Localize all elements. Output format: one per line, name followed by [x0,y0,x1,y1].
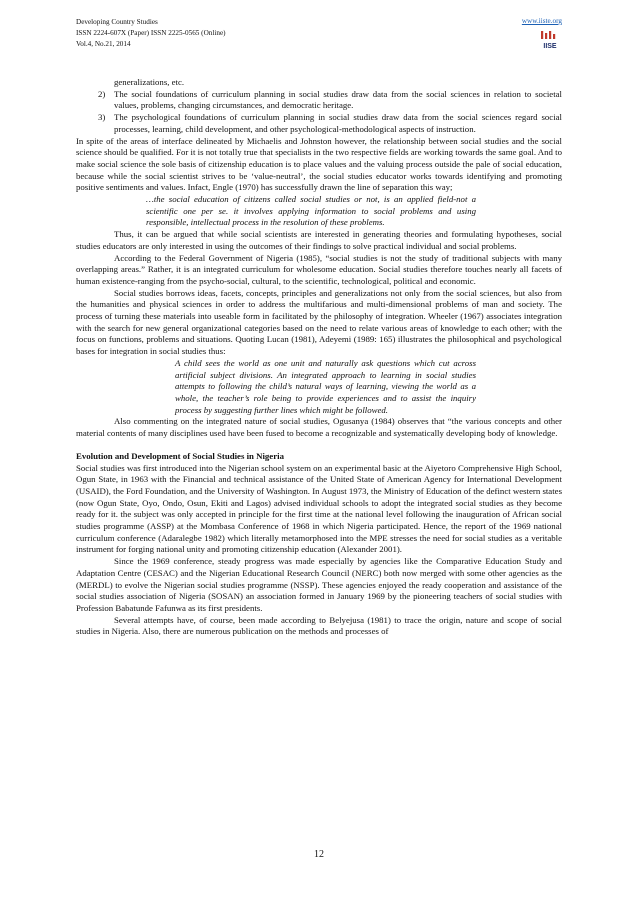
list-item-3 [76,112,562,135]
page-header [76,17,562,77]
paragraph: Since the 1969 conference, steady progress was made especially by agencies like the Comparative Education Study and Adaptation Centre (CESAC) and the Nigerian Educational Research Council (NERC) both now merged with some other agencies as the (MERDL) to evolve the Nigerian social studies programme (NSSP). These agencies enjoyed the ready cooperation and assistance of the social studies association of Nigeria (SOSAN) an association formed in January 1969 by the pioneering teachers of social studies with Profession Babatunde Fafunwa as its first presidents. [76,556,562,613]
paragraph: Several attempts have, of course, been made according to Belyejusa (1981) to trace the origin, nature and scope of social studies in Nigeria. Also, there are numerous publication on the methods and processes of [76,614,562,637]
paragraph: Social studies was first introduced into the Nigerian school system on an experimental basic at the Aiyetoro Comprehensive High School, Ogun State, in 1963 with the Financial and technical assistance of the United State of American Agency for International Development (USAID), the Ford Foundation, and the University of Washington. In August 1973, the Ministry of Education of the definct western states (now Ogun State, Oyo, Ondo, Osun, Ekiti and Lagos) advised individual schools to adopt the integrated social studies as they become ready for it. the subject was only accepted in principle for the first time at the national level following the inauguration of African social studies programme (ASSP) at the Mombasa Conference of 1968 in which Nigeria participated. Hence, the report of the 1969 national curriculum conference (Adaralegbe 1982) which literally metamorphosed into the MPE stresses the need for social studies as a veritable instrument for forging national unity and promoting citizenship education (Alexander 2001). [76,462,562,555]
section-heading: Evolution and Development of Social Studies in Nigeria [76,450,284,461]
paragraph: Social studies borrows ideas, facets, concepts, principles and generalizations not only from the social sciences, but also from the humanities and physical sciences in order to address the multifarious and multi-dimensional problems of man and society. The process of turning these materials into useable form in facilitated by the philosophy of integration. Wheeler (1967) associates integration with the search for new general organizational categories based on the need to relate various areas of knowledge to each other; with the focus on functions, problems and situations. Quoting Lucan (1981), Adeyemi (1989: 165) illustrates the philosophical and psychological bases for integration in social studies thus: [76,287,562,357]
list-item-2 [76,89,562,112]
issn-line: ISSN 2224-607X (Paper) ISSN 2225-0565 (Online) [76,29,226,37]
paragraph: Also commenting on the integrated nature of social studies, Ogusanya (1984) observes that “the various concepts and other material contents of many disciplines used have been fused to become a recognizable and systematically developing body of knowledge. [76,416,562,439]
page-number: 12 [314,849,324,860]
block-quote-engle: …the social education of citizens called social studies or not, is an applied field-not a scientific one per se. it involves applying information to social problems and using responsible, intellectual process in the resolution of these problems. [146,194,476,228]
journal-url-link[interactable]: www.iiste.org [521,17,562,25]
list-number: 2) [98,88,106,99]
article-body [76,77,562,638]
volume-line: Vol.4, No.21, 2014 [76,40,131,48]
paragraph: In spite of the areas of interface delineated by Michaelis and Johnston however, the relationship between social studies and the social science should be qualified. For it is not totally true that specialists in the two respective fields are working towards the same goal. And to make social science the sole basis of citizenship education is to place values and the valuing process outside the pale of social education, because while the social scientist strives to be ‘value-neutral’, the social studies educator works towards identifying and promoting positive sentiments and values. Infact, Engle (1970) has successfully drawn the line of separation this way; [76,135,562,193]
paragraph: Thus, it can be argued that while social scientists are interested in generating theories and formulating hypotheses, social studies educators are only interested in using the outcomes of their findings to solve practical individual and social problems. [76,229,562,251]
list-continuation: generalizations, etc. [114,77,185,87]
block-quote-adeyemi: A child sees the world as one unit and naturally ask questions which cut across artificial subject divisions. An integrated approach to learning in social studies attempts to following the child’s natural ways of learning, viewing the world as a whole, the teacher’s role being to provide experiences and to assist the inquiry process by suggesting further lines which might be followed. [175,357,476,415]
logo-text: IISE [543,43,557,50]
list-item-text: The psychological foundations of curriculum planning in social studies draw data from the social sciences regard social processes, learning, child development, and other psychological-methodological aspects of instruction. [114,112,562,134]
iiste-logo [540,30,560,50]
list-item-text: The social foundations of curriculum planning in social studies draw data from the social sciences in relation to societal values, problems, changing circumstances, and democratic heritage. [114,88,562,111]
list-number: 3) [98,112,106,123]
journal-name: Developing Country Studies [76,18,158,26]
paragraph: According to the Federal Government of Nigeria (1985), “social studies is not the study of traditional subjects with many overlapping areas.” Rather, it is an integrated curriculum for wholesome education. Social studies therefore touches nearly all facets of human existence-ranging from the psycho-social, cultural, to the scientific, technological, political and economic. [76,252,562,286]
